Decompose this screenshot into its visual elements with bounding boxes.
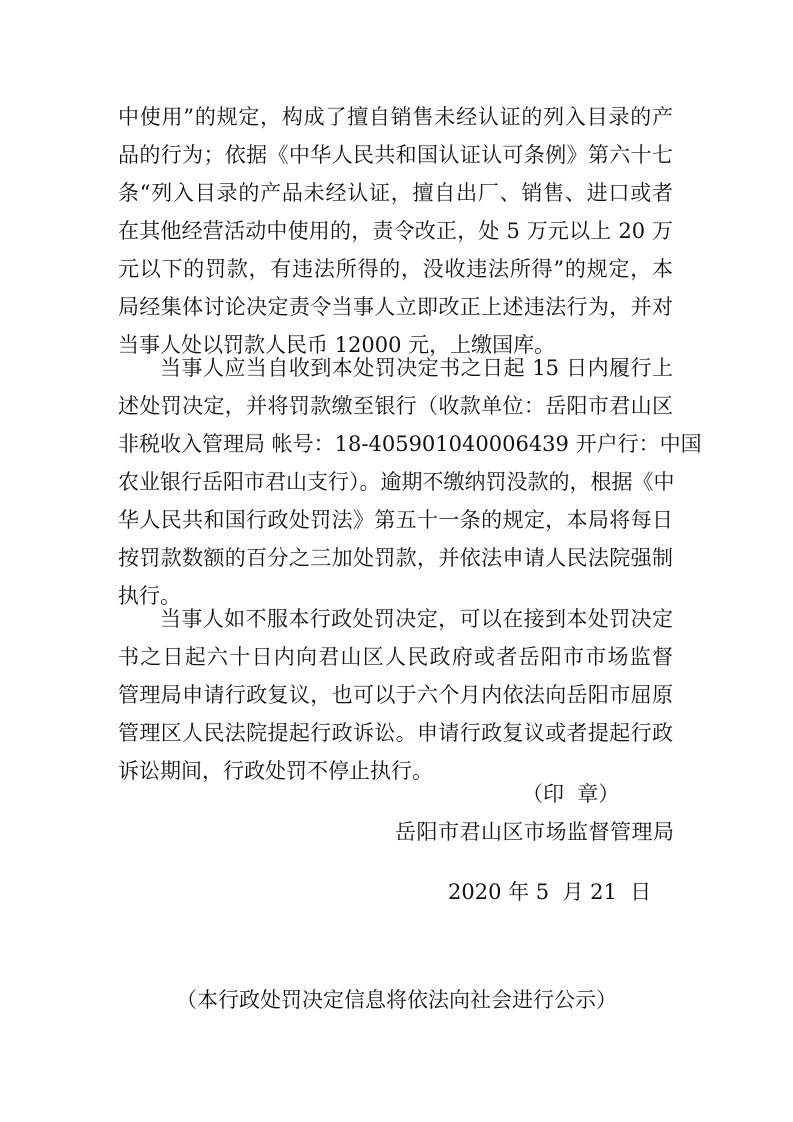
paragraph2-line: 农业银行岳阳市君山支行）。逾期不缴纳罚没款的，根据《中 [118,470,675,494]
paragraph1-line: 元以下的罚款，有违法所得的，没收违法所得”的规定，本 [118,257,673,281]
paragraph2-line: 非税收入管理局 帐号：18-405901040006439 开户行：中国 [118,432,702,456]
paragraph1-line: 中使用”的规定，构成了擅自销售未经认证的列入目录的产 [118,105,673,129]
paragraph2-line: 执行。 [118,584,181,608]
paragraph3-line: 书之日起六十日内向君山区人民政府或者岳阳市市场监督 [118,645,673,669]
issuer-name: 岳阳市君山区市场监督管理局 [395,820,675,844]
paragraph1-line: 当事人处以罚款人民币 12000 元，上缴国库。 [118,333,556,357]
paragraph3-line: 管理区人民法院提起行政诉讼。申请行政复议或者提起行政 [118,721,673,745]
decision-date: 2020 年 5 月 21 日 [448,880,652,904]
paragraph3-line: 管理局申请行政复议，也可以于六个月内依法向岳阳市屈原 [118,683,673,707]
paragraph2-line: 华人民共和国行政处罚法》第五十一条的规定，本局将每日 [118,508,673,532]
paragraph1-line: 品的行为；依据《中华人民共和国认证认可条例》第六十七 [118,143,673,167]
seal-label: （印 章） [522,782,620,806]
public-notice: （本行政处罚决定信息将依法向社会进行公示） [176,988,617,1012]
paragraph2-line: 当事人应当自收到本处罚决定书之日起 15 日内履行上 [160,356,673,380]
paragraph1-line: 条“列入目录的产品未经认证，擅自出厂、销售、进口或者 [118,181,673,205]
paragraph3-line: 当事人如不服本行政处罚决定，可以在接到本处罚决定 [160,607,673,631]
paragraph2-line: 述处罚决定，并将罚款缴至银行（收款单位：岳阳市君山区 [118,394,673,418]
paragraph3-line: 诉讼期间，行政处罚不停止执行。 [118,759,433,783]
paragraph1-line: 局经集体讨论决定责令当事人立即改正上述违法行为，并对 [118,295,673,319]
paragraph2-line: 按罚款数额的百分之三加处罚款，并依法申请人民法院强制 [118,546,673,570]
paragraph1-line: 在其他经营活动中使用的，责令改正，处 5 万元以上 20 万 [118,219,673,243]
